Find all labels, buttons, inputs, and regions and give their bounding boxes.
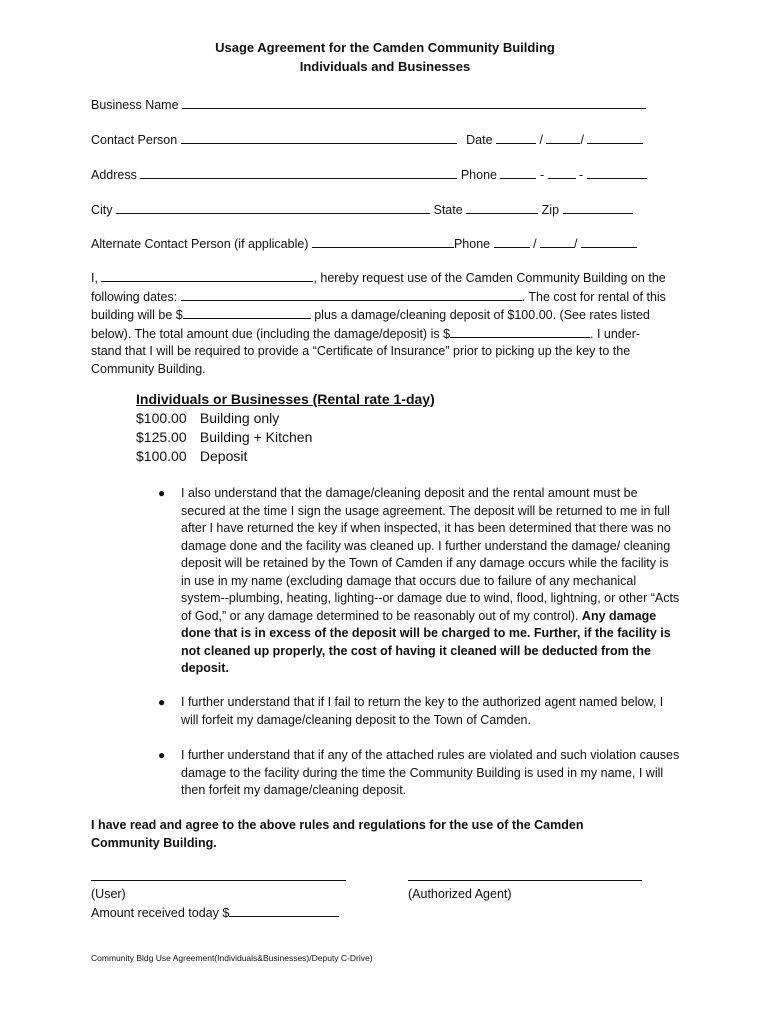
rate-label: Deposit	[199, 448, 248, 464]
date-label: Date	[466, 133, 493, 147]
request-text: . I under-	[590, 326, 641, 341]
amount-received-label: Amount received today $	[91, 906, 230, 920]
request-text: building will be $	[91, 308, 183, 322]
zip-label: Zip	[541, 203, 560, 217]
agreement-statement: I have read and agree to the above rules and regulations for the use of the Camden Community Building.	[91, 818, 584, 850]
rate-label: Building + Kitchen	[199, 429, 313, 445]
bullet-dot-icon: ●	[158, 486, 166, 500]
request-text: plus a damage/cleaning deposit of $100.00. (See rates listed	[314, 308, 650, 322]
footer-text: Community Bldg Use Agreement(Individuals&Businesses)/Deputy C-Drive)	[91, 953, 373, 963]
alt-phone-area-field[interactable]	[494, 235, 530, 248]
request-text: following dates:	[91, 289, 178, 304]
request-paragraph	[91, 269, 691, 378]
alt-phone-label: Phone	[453, 237, 491, 251]
amount-received-field[interactable]	[229, 904, 339, 917]
bullet-text: I also understand that the damage/cleaning deposit and the rental amount must be secured at the time I sign the usage agreement. The deposit will be returned to me in full after I have returned the key if when inspected, it has been determined that there was no damage done and the facility was cleaned up. I further understand the damage/ cleaning deposit will be retained by the Town of Camden if any damage occurs while the facility is in use in my name (excluding damage that occurs due to failure of any mechanical system--plumbing, heating, lighting--or damage due to wind, flood, lightning, or other “Acts of God,” or any damage determined to be reasonably out of my control).	[181, 486, 680, 623]
zip-field[interactable]	[563, 201, 633, 214]
contact-person-field[interactable]	[181, 131, 457, 144]
bullet-dot-icon: ●	[158, 695, 166, 709]
form-title: Usage Agreement for the Camden Community Building	[215, 40, 555, 55]
phone-line-field[interactable]	[587, 166, 647, 179]
total-amount-field[interactable]	[450, 325, 590, 338]
rate-item	[136, 428, 435, 447]
date-year-field[interactable]	[587, 131, 643, 144]
alternate-contact-row: Alternate Contact Person (if applicable) Phone / /	[91, 235, 637, 252]
business-name-row	[91, 96, 646, 113]
rate-item	[136, 409, 435, 428]
rate-label: Building only	[199, 410, 280, 426]
rate-item	[136, 447, 435, 466]
state-field[interactable]	[466, 201, 538, 214]
rental-dates-field[interactable]	[181, 288, 522, 301]
contact-person-label: Contact Person	[91, 133, 178, 147]
alternate-contact-label: Alternate Contact Person (if applicable)	[91, 237, 309, 251]
rates-section	[136, 390, 435, 466]
alternate-contact-field[interactable]	[312, 235, 454, 248]
form-subtitle: Individuals and Businesses	[299, 59, 471, 74]
bullet-item-deposit	[160, 485, 680, 678]
alt-phone-line-field[interactable]	[581, 235, 637, 248]
agent-signature-line[interactable]	[408, 880, 642, 881]
request-text: I,	[91, 271, 98, 285]
user-label: (User)	[91, 887, 126, 901]
state-label: State	[433, 203, 463, 217]
bullet-text: I further understand that if I fail to return the key to the authorized agent named below, I will forfeit my damage/cleaning deposit to the Town of Camden.	[181, 695, 664, 727]
city-row	[91, 201, 633, 218]
address-row: Address Phone - -	[91, 166, 647, 183]
rates-heading: Individuals or Businesses (Rental rate 1-day)	[136, 391, 435, 407]
bullet-text: I further understand that if any of the attached rules are violated and such violation causes damage to the facility during the time the Community Building is used in my name, I will then forfeit my damage/cleaning deposit.	[181, 748, 680, 797]
bullet-bold-text: Any damage done that is in excess of the deposit will be charged to me. Further, if the facility is not cleaned up properly, the cost of having it cleaned will be deducted from the deposit.	[181, 608, 671, 675]
bullet-dot-icon: ●	[158, 748, 166, 762]
date-month-field[interactable]	[496, 131, 536, 144]
requester-name-field[interactable]	[101, 269, 313, 282]
phone-label: Phone	[460, 168, 497, 182]
request-text: below). The total amount due (including the damage/deposit) is $	[91, 326, 451, 341]
user-signature-line[interactable]	[91, 880, 346, 881]
request-text: . The cost for rental of this	[521, 289, 666, 304]
phone-prefix-field[interactable]	[548, 166, 576, 179]
address-label: Address	[91, 168, 137, 182]
phone-area-field[interactable]	[500, 166, 536, 179]
bullet-item-rules	[160, 747, 680, 800]
business-name-field[interactable]	[182, 96, 646, 109]
address-field[interactable]	[140, 166, 457, 179]
business-name-label: Business Name	[91, 98, 179, 112]
bullet-item-key	[160, 694, 680, 729]
rate-amount: $100.00	[136, 410, 187, 426]
agent-label: (Authorized Agent)	[408, 887, 512, 901]
alt-phone-prefix-field[interactable]	[540, 235, 574, 248]
request-text: , hereby request use of the Camden Community Building on the	[313, 271, 666, 285]
rate-amount: $100.00	[136, 448, 187, 464]
city-label: City	[91, 203, 113, 217]
rate-amount: $125.00	[136, 429, 187, 445]
request-text: stand that I will be required to provide a “Certificate of Insurance” prior to picking up the key to the	[91, 344, 631, 358]
contact-person-row: Contact Person Date / /	[91, 131, 643, 148]
city-field[interactable]	[116, 201, 430, 214]
request-text: Community Building.	[91, 361, 206, 376]
date-day-field[interactable]	[546, 131, 580, 144]
rental-cost-field[interactable]	[183, 306, 311, 319]
amount-received-row	[91, 904, 339, 921]
